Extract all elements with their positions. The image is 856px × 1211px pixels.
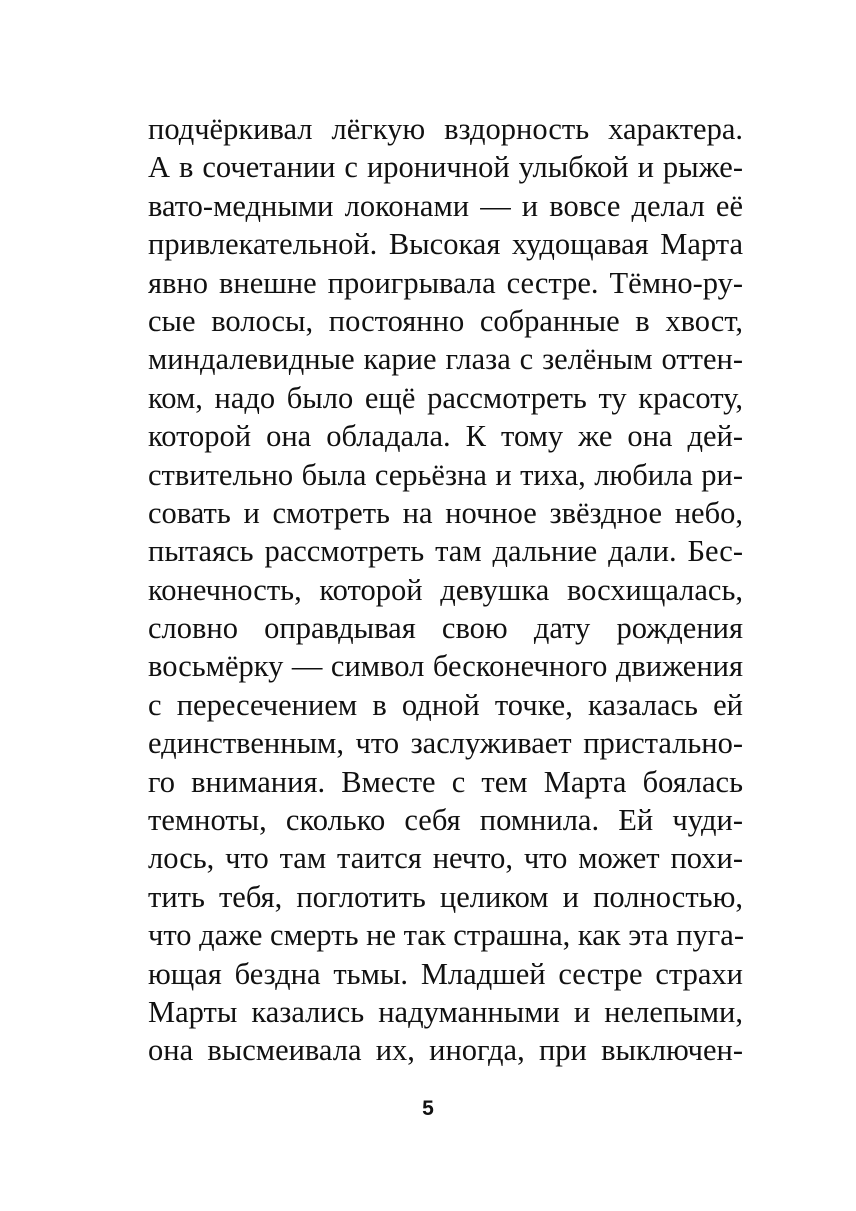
text-line: единственным, что заслуживает пристально- [148, 726, 743, 761]
text-line: пытаясь рассмотреть там дальние дали. Бес- [148, 534, 743, 569]
text-line: привлекательной. Высокая худощавая Марта [148, 227, 743, 262]
text-line: ком, надо было ещё рассмотреть ту красоту, [148, 380, 743, 415]
text-line: словно оправдывая свою дату рождения [148, 611, 743, 646]
text-line: что даже смерть не так страшна, как эта пуга- [148, 918, 744, 953]
text-line: с пересечением в одной точке, казалась ей [148, 687, 743, 722]
text-line: А в сочетании с ироничной улыбкой и рыже- [148, 150, 743, 185]
text-line: она высмеивала их, иногда, при выключен- [148, 1033, 743, 1068]
text-line: явно внешне проигрывала сестре. Тёмно-ру- [148, 265, 743, 300]
text-line: лось, что там таится нечто, что может похи- [148, 841, 743, 876]
text-line: сые волосы, постоянно собранные в хвост, [148, 303, 743, 338]
text-line: вато-медными локонами — и вовсе делал её [148, 188, 743, 223]
text-line: темноты, сколько себя помнила. Ей чуди- [148, 803, 743, 838]
text-line: ствительно была серьёзна и тиха, любила ри- [148, 457, 743, 492]
text-line: ющая бездна тьмы. Младшей сестре страхи [148, 956, 743, 991]
text-line: подчёркивал лёгкую вздорность характера. [148, 112, 743, 146]
page-number: 5 [422, 1097, 434, 1120]
text-line: тить тебя, поглотить целиком и полностью, [148, 879, 743, 914]
text-line: совать и смотреть на ночное звёздное небо, [148, 495, 743, 530]
text-line: восьмёрку — символ бесконечного движения [148, 649, 743, 684]
text-line: конечность, которой девушка восхищалась, [148, 572, 743, 607]
text-line: го внимания. Вместе с тем Марта боялась [148, 764, 743, 799]
text-line: Марты казались надуманными и нелепыми, [148, 994, 743, 1029]
text-line: которой она обладала. К тому же она дей- [148, 419, 743, 454]
text-line: миндалевидные карие глаза с зелёным оттен- [148, 342, 743, 377]
body-text [148, 110, 743, 1070]
